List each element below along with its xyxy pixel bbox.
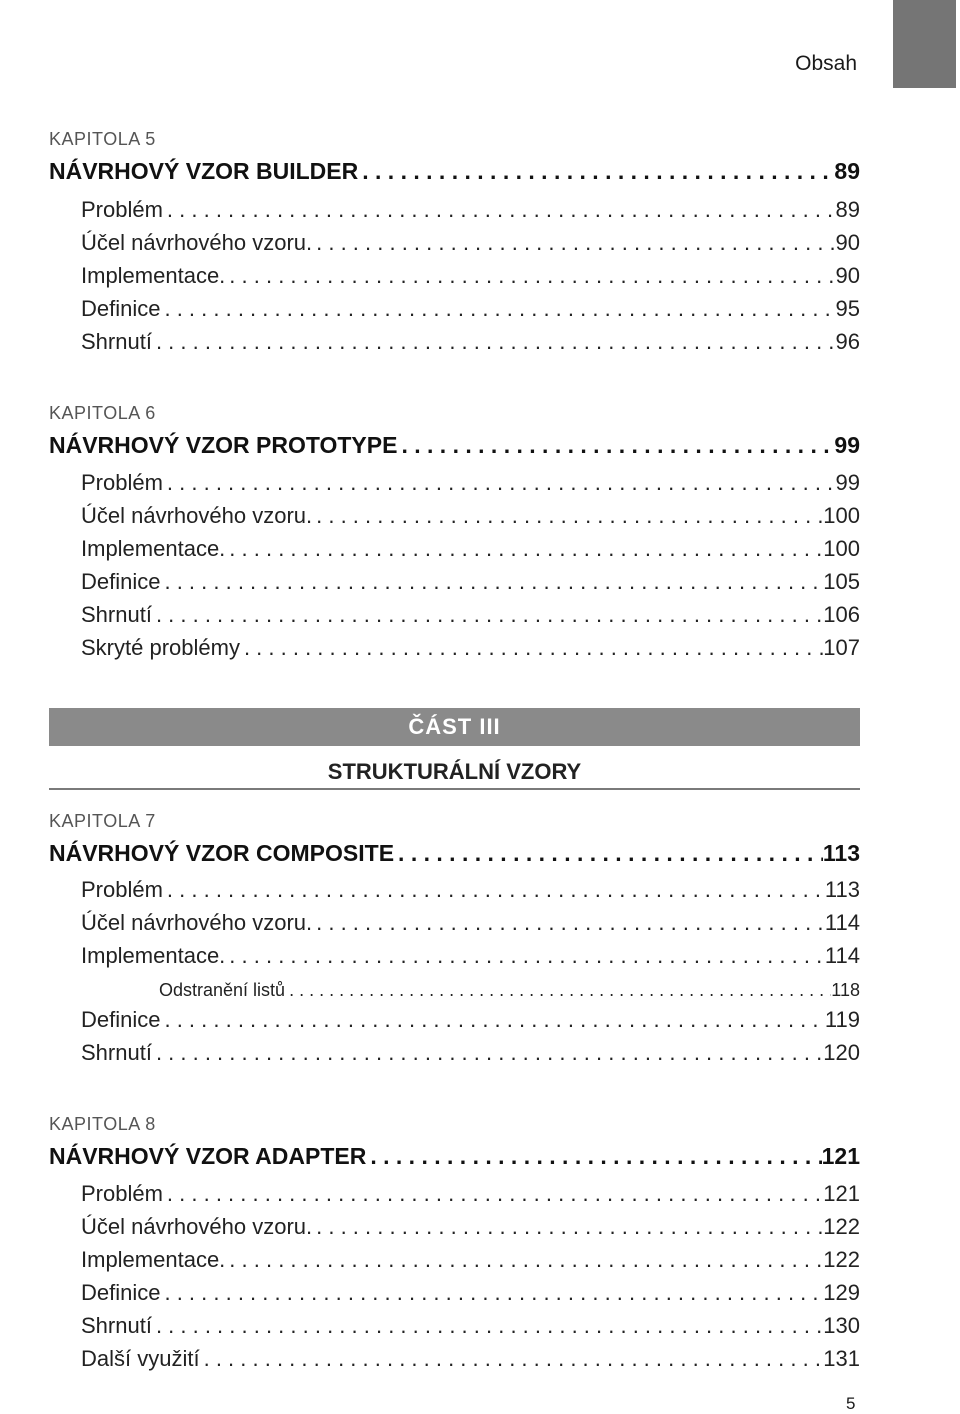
chapter-title: NÁVRHOVÝ VZOR COMPOSITE: [49, 840, 395, 866]
chapter-title: NÁVRHOVÝ VZOR PROTOTYPE: [49, 432, 398, 458]
toc-entry[interactable]: [49, 263, 860, 289]
page-ref: 100: [823, 536, 860, 561]
toc-entry[interactable]: [49, 230, 860, 256]
toc-entry[interactable]: [49, 602, 860, 628]
page-ref: 90: [835, 230, 860, 255]
entry-title: Další využití: [81, 1346, 200, 1371]
page-ref: 90: [835, 263, 860, 288]
toc-entry[interactable]: [49, 910, 860, 936]
page-ref: 122: [823, 1247, 860, 1272]
dot-leader: [312, 230, 835, 256]
entry-title: Problém: [81, 877, 163, 902]
toc-entry[interactable]: [49, 197, 860, 223]
chapter-title-row[interactable]: [49, 840, 860, 867]
dot-leader: [225, 536, 823, 562]
page-ref: 99: [834, 432, 860, 458]
entry-title: Účel návrhového vzoru.: [81, 1214, 313, 1239]
entry-title: Shrnutí: [81, 1313, 152, 1338]
chapter-title-row[interactable]: [49, 432, 860, 459]
entry-title: Účel návrhového vzoru.: [81, 230, 313, 255]
toc-subentry[interactable]: [49, 980, 860, 1001]
page-ref: 113: [822, 840, 860, 866]
entry-title: Problém: [81, 1181, 163, 1206]
dot-leader: [366, 1143, 821, 1170]
page-ref: 118: [831, 980, 860, 1000]
dot-leader: [225, 943, 825, 969]
entry-title: Shrnutí: [81, 329, 152, 354]
dot-leader: [152, 1040, 823, 1066]
page-ref: 120: [823, 1040, 860, 1065]
toc-entry[interactable]: [49, 536, 860, 562]
chapter-tab-marker: [893, 0, 956, 88]
dot-leader: [163, 1181, 823, 1207]
toc-entry[interactable]: [49, 470, 860, 496]
entry-title: Shrnutí: [81, 1040, 152, 1065]
toc-entry[interactable]: [49, 1007, 860, 1033]
chapter-label: KAPITOLA 5: [49, 129, 156, 149]
dot-leader: [152, 602, 823, 628]
toc-entry[interactable]: [49, 569, 860, 595]
chapter-title: NÁVRHOVÝ VZOR ADAPTER: [49, 1143, 367, 1169]
page-ref: 113: [824, 877, 860, 902]
toc-entry[interactable]: [49, 1280, 860, 1306]
toc-entry[interactable]: [49, 635, 860, 661]
dot-leader: [394, 840, 823, 867]
entry-title: Definice: [81, 296, 161, 321]
page-number: 5: [846, 1394, 856, 1413]
page-ref: 100: [823, 503, 860, 528]
toc-entry[interactable]: [49, 1346, 860, 1372]
dot-leader: [225, 263, 835, 289]
dot-leader: [240, 635, 823, 661]
page-ref: 89: [835, 197, 860, 222]
dot-leader: [358, 158, 834, 185]
dot-leader: [163, 470, 836, 496]
part-banner: [49, 708, 860, 746]
dot-leader: [160, 569, 823, 595]
chapter-label: KAPITOLA 6: [49, 403, 156, 423]
page-ref: 99: [835, 470, 860, 495]
entry-title: Implementace.: [81, 943, 226, 968]
chapter-title-row[interactable]: [49, 158, 860, 185]
page-ref: 95: [835, 296, 860, 321]
entry-title: Definice: [81, 1007, 161, 1032]
page-ref: 129: [823, 1280, 860, 1305]
dot-leader: [152, 329, 836, 355]
entry-title: Implementace.: [81, 536, 226, 561]
toc-entry[interactable]: [49, 1181, 860, 1207]
entry-title: Účel návrhového vzoru.: [81, 503, 313, 528]
toc-entry[interactable]: [49, 503, 860, 529]
chapter-title-row[interactable]: [49, 1143, 860, 1170]
running-header: Obsah: [795, 52, 857, 75]
toc-entry[interactable]: [49, 877, 860, 903]
dot-leader: [152, 1313, 823, 1339]
page-ref: 122: [823, 1214, 860, 1239]
dot-leader: [163, 197, 836, 223]
entry-title: Skryté problémy: [81, 635, 240, 660]
entry-title: Shrnutí: [81, 602, 152, 627]
page-ref: 96: [835, 329, 860, 354]
entry-title: Účel návrhového vzoru.: [81, 910, 313, 935]
dot-leader: [160, 296, 835, 322]
page-ref: 107: [823, 635, 860, 660]
toc-entry[interactable]: [49, 943, 860, 969]
toc-entry[interactable]: [49, 329, 860, 355]
dot-leader: [163, 877, 825, 903]
dot-leader: [312, 1214, 823, 1240]
chapter-label: KAPITOLA 8: [49, 1114, 156, 1134]
chapter-title: NÁVRHOVÝ VZOR BUILDER: [49, 158, 359, 184]
dot-leader: [285, 980, 831, 1001]
page-ref: 130: [823, 1313, 860, 1338]
dot-leader: [160, 1280, 823, 1306]
dot-leader: [225, 1247, 823, 1273]
page-ref: 121: [823, 1181, 860, 1206]
toc-entry[interactable]: [49, 1214, 860, 1240]
dot-leader: [312, 503, 823, 529]
chapter-label: KAPITOLA 7: [49, 811, 156, 831]
page-ref: 121: [821, 1143, 860, 1169]
dot-leader: [312, 910, 825, 936]
part-divider: [49, 788, 860, 790]
entry-title: Problém: [81, 197, 163, 222]
page-ref: 114: [824, 943, 860, 968]
dot-leader: [160, 1007, 824, 1033]
dot-leader: [397, 432, 834, 459]
toc-entry[interactable]: [49, 1247, 860, 1273]
toc-entry[interactable]: [49, 296, 860, 322]
page-ref: 114: [824, 910, 860, 935]
dot-leader: [200, 1346, 824, 1372]
entry-title: Odstranění listů: [159, 980, 286, 1000]
entry-title: Implementace.: [81, 1247, 226, 1272]
part-number: ČÁST III: [408, 714, 501, 739]
part-title: STRUKTURÁLNÍ VZORY: [327, 759, 582, 784]
entry-title: Definice: [81, 569, 161, 594]
table-of-contents: [49, 0, 860, 1414]
page-ref: 106: [823, 602, 860, 627]
entry-title: Implementace.: [81, 263, 226, 288]
toc-entry[interactable]: [49, 1313, 860, 1339]
entry-title: Problém: [81, 470, 163, 495]
page-ref: 105: [823, 569, 860, 594]
page-ref: 89: [834, 158, 860, 184]
page-ref: 131: [823, 1346, 860, 1371]
entry-title: Definice: [81, 1280, 161, 1305]
page-ref: 119: [824, 1007, 860, 1032]
toc-entry[interactable]: [49, 1040, 860, 1066]
